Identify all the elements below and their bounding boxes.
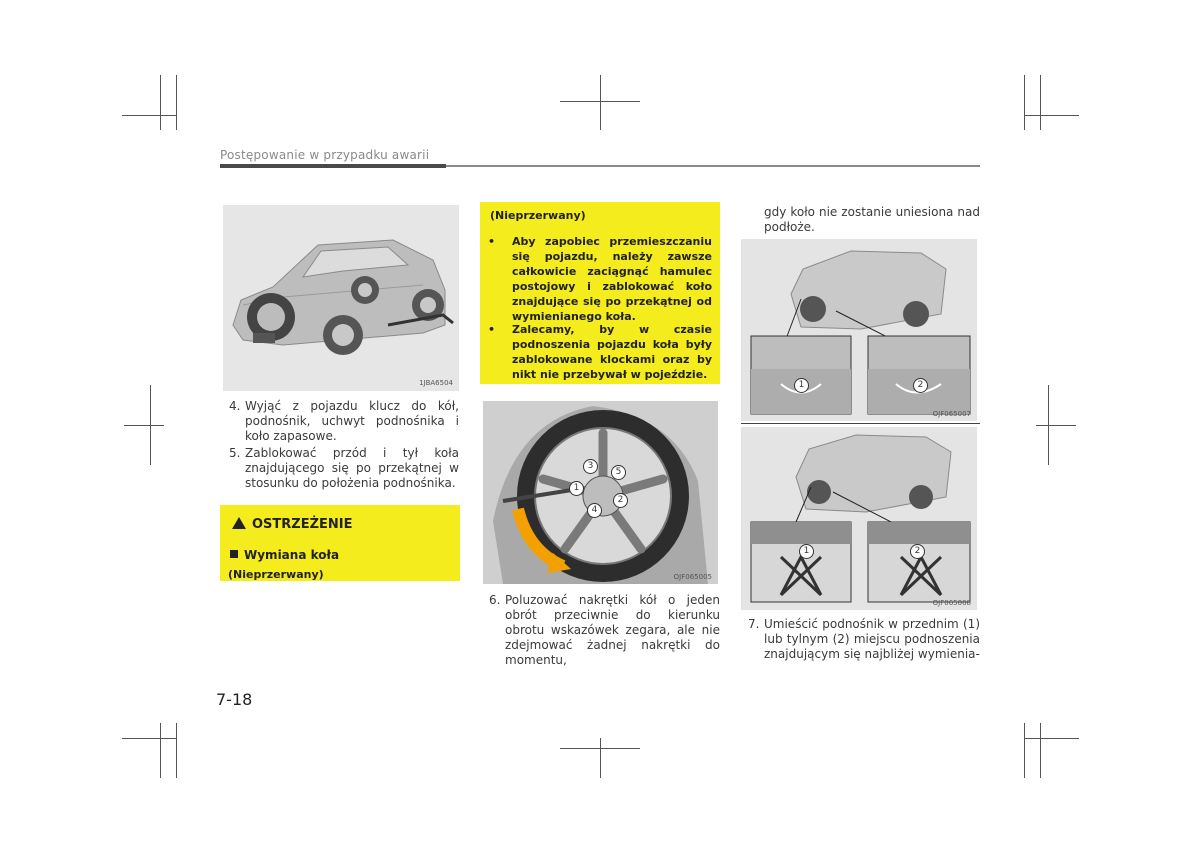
figure-code: 1JBA6504 — [419, 379, 453, 387]
figure-divider — [741, 423, 980, 424]
warning-title — [232, 516, 353, 532]
crop-mark — [122, 738, 177, 739]
bullet-item — [488, 322, 712, 382]
figure-jack-placement — [741, 427, 977, 610]
step-4 — [229, 399, 459, 444]
warning-continued-box — [480, 202, 720, 384]
warning-title-text: OSTRZEŻENIE — [252, 517, 353, 532]
crop-mark — [122, 115, 177, 116]
bullet-icon: • — [488, 323, 496, 336]
callout-2 — [613, 493, 628, 508]
crop-mark — [1036, 425, 1076, 426]
step-number: 7. — [748, 617, 760, 631]
callout-5 — [611, 465, 626, 480]
callout-label: 2 — [914, 546, 921, 556]
callout-1 — [569, 481, 584, 496]
header-rule-light — [446, 165, 980, 167]
step-number: 5. — [229, 446, 241, 460]
step-number: 6. — [489, 593, 501, 607]
figure-jacking-points — [741, 239, 977, 421]
box-header: (Nieprzerwany) — [490, 209, 586, 222]
callout-label: 3 — [587, 461, 594, 471]
step-text: Zablokować przód i tył koła znajdującego się po przekątnej w stosunku do położenia podnośnika. — [245, 446, 459, 490]
warning-triangle-icon — [232, 517, 246, 529]
crop-mark — [600, 738, 601, 778]
crop-mark — [160, 75, 161, 130]
crop-mark — [1024, 723, 1025, 778]
step-text: Poluzować nakrętki kół o jeden obrót przeciwnie do kierunku obrotu wskazówek zegara, ale nie zdejmować żadnej nakrętki do momentu, — [505, 593, 720, 667]
warning-continued: (Nieprzerwany) — [228, 568, 324, 581]
crop-mark — [1024, 75, 1025, 130]
figure-code: OJF065007 — [932, 410, 971, 418]
bullet-text: Zalecamy, by w czasie podnoszenia pojazdu koła były zablokowane klockami oraz by nikt nie przebywał w pojeździe. — [512, 323, 712, 381]
callout-label: 5 — [615, 467, 622, 477]
step-5 — [229, 446, 459, 491]
square-bullet-icon — [230, 550, 238, 558]
figure-wheel-nuts — [483, 401, 718, 584]
figure-car-spare-wheel — [223, 205, 459, 391]
bullet-icon: • — [488, 235, 496, 248]
callout-1 — [799, 544, 814, 559]
figure-code: OJF065005 — [673, 573, 712, 581]
callout-2 — [910, 544, 925, 559]
crop-mark — [124, 425, 164, 426]
callout-label: 4 — [591, 505, 598, 515]
step-7 — [748, 617, 980, 662]
page-number: 7-18 — [216, 690, 253, 709]
crop-mark — [176, 75, 177, 130]
callout-4 — [587, 503, 602, 518]
callout-1 — [794, 378, 809, 393]
crop-mark — [160, 723, 161, 778]
step-6 — [489, 593, 720, 668]
warning-box — [220, 505, 460, 581]
step-6-continued — [748, 205, 980, 235]
crop-mark — [560, 748, 640, 749]
crop-mark — [560, 101, 640, 102]
crop-mark — [600, 75, 601, 130]
callout-2 — [913, 378, 928, 393]
figure-code: OJF065008 — [932, 599, 971, 607]
crop-mark — [1024, 115, 1079, 116]
callout-label: 1 — [798, 380, 805, 390]
bullet-item — [488, 234, 712, 324]
bullet-text: Aby zapobiec przemieszczaniu się pojazdu, należy zawsze całkowicie zaciągnąć hamulec postojowy i zablokować koło znajdujące się po przekątnej od wymienianego koła. — [512, 235, 712, 323]
callout-label: 2 — [917, 380, 924, 390]
step-text: Wyjąć z pojazdu klucz do kół, podnośnik, uchwyt podnośnika i koło zapasowe. — [245, 399, 459, 443]
callout-label: 2 — [617, 495, 624, 505]
header-rule-dark — [220, 164, 446, 168]
callout-label: 1 — [803, 546, 810, 556]
warning-subtitle — [230, 548, 339, 562]
warning-subtitle-text: Wymiana koła — [244, 548, 340, 562]
step-number: 4. — [229, 399, 241, 413]
crop-mark — [1040, 723, 1041, 778]
section-title: Postępowanie w przypadku awarii — [220, 148, 430, 162]
step-text: gdy koło nie zostanie uniesiona nad podłoże. — [764, 205, 980, 234]
crop-mark — [176, 723, 177, 778]
step-text: Umieścić podnośnik w przednim (1) lub tylnym (2) miejscu podnoszenia znajdującym się najbliżej wymienia- — [764, 617, 980, 661]
callout-label: 1 — [573, 483, 580, 493]
crop-mark — [1040, 75, 1041, 130]
callout-3 — [583, 459, 598, 474]
crop-mark — [1024, 738, 1079, 739]
